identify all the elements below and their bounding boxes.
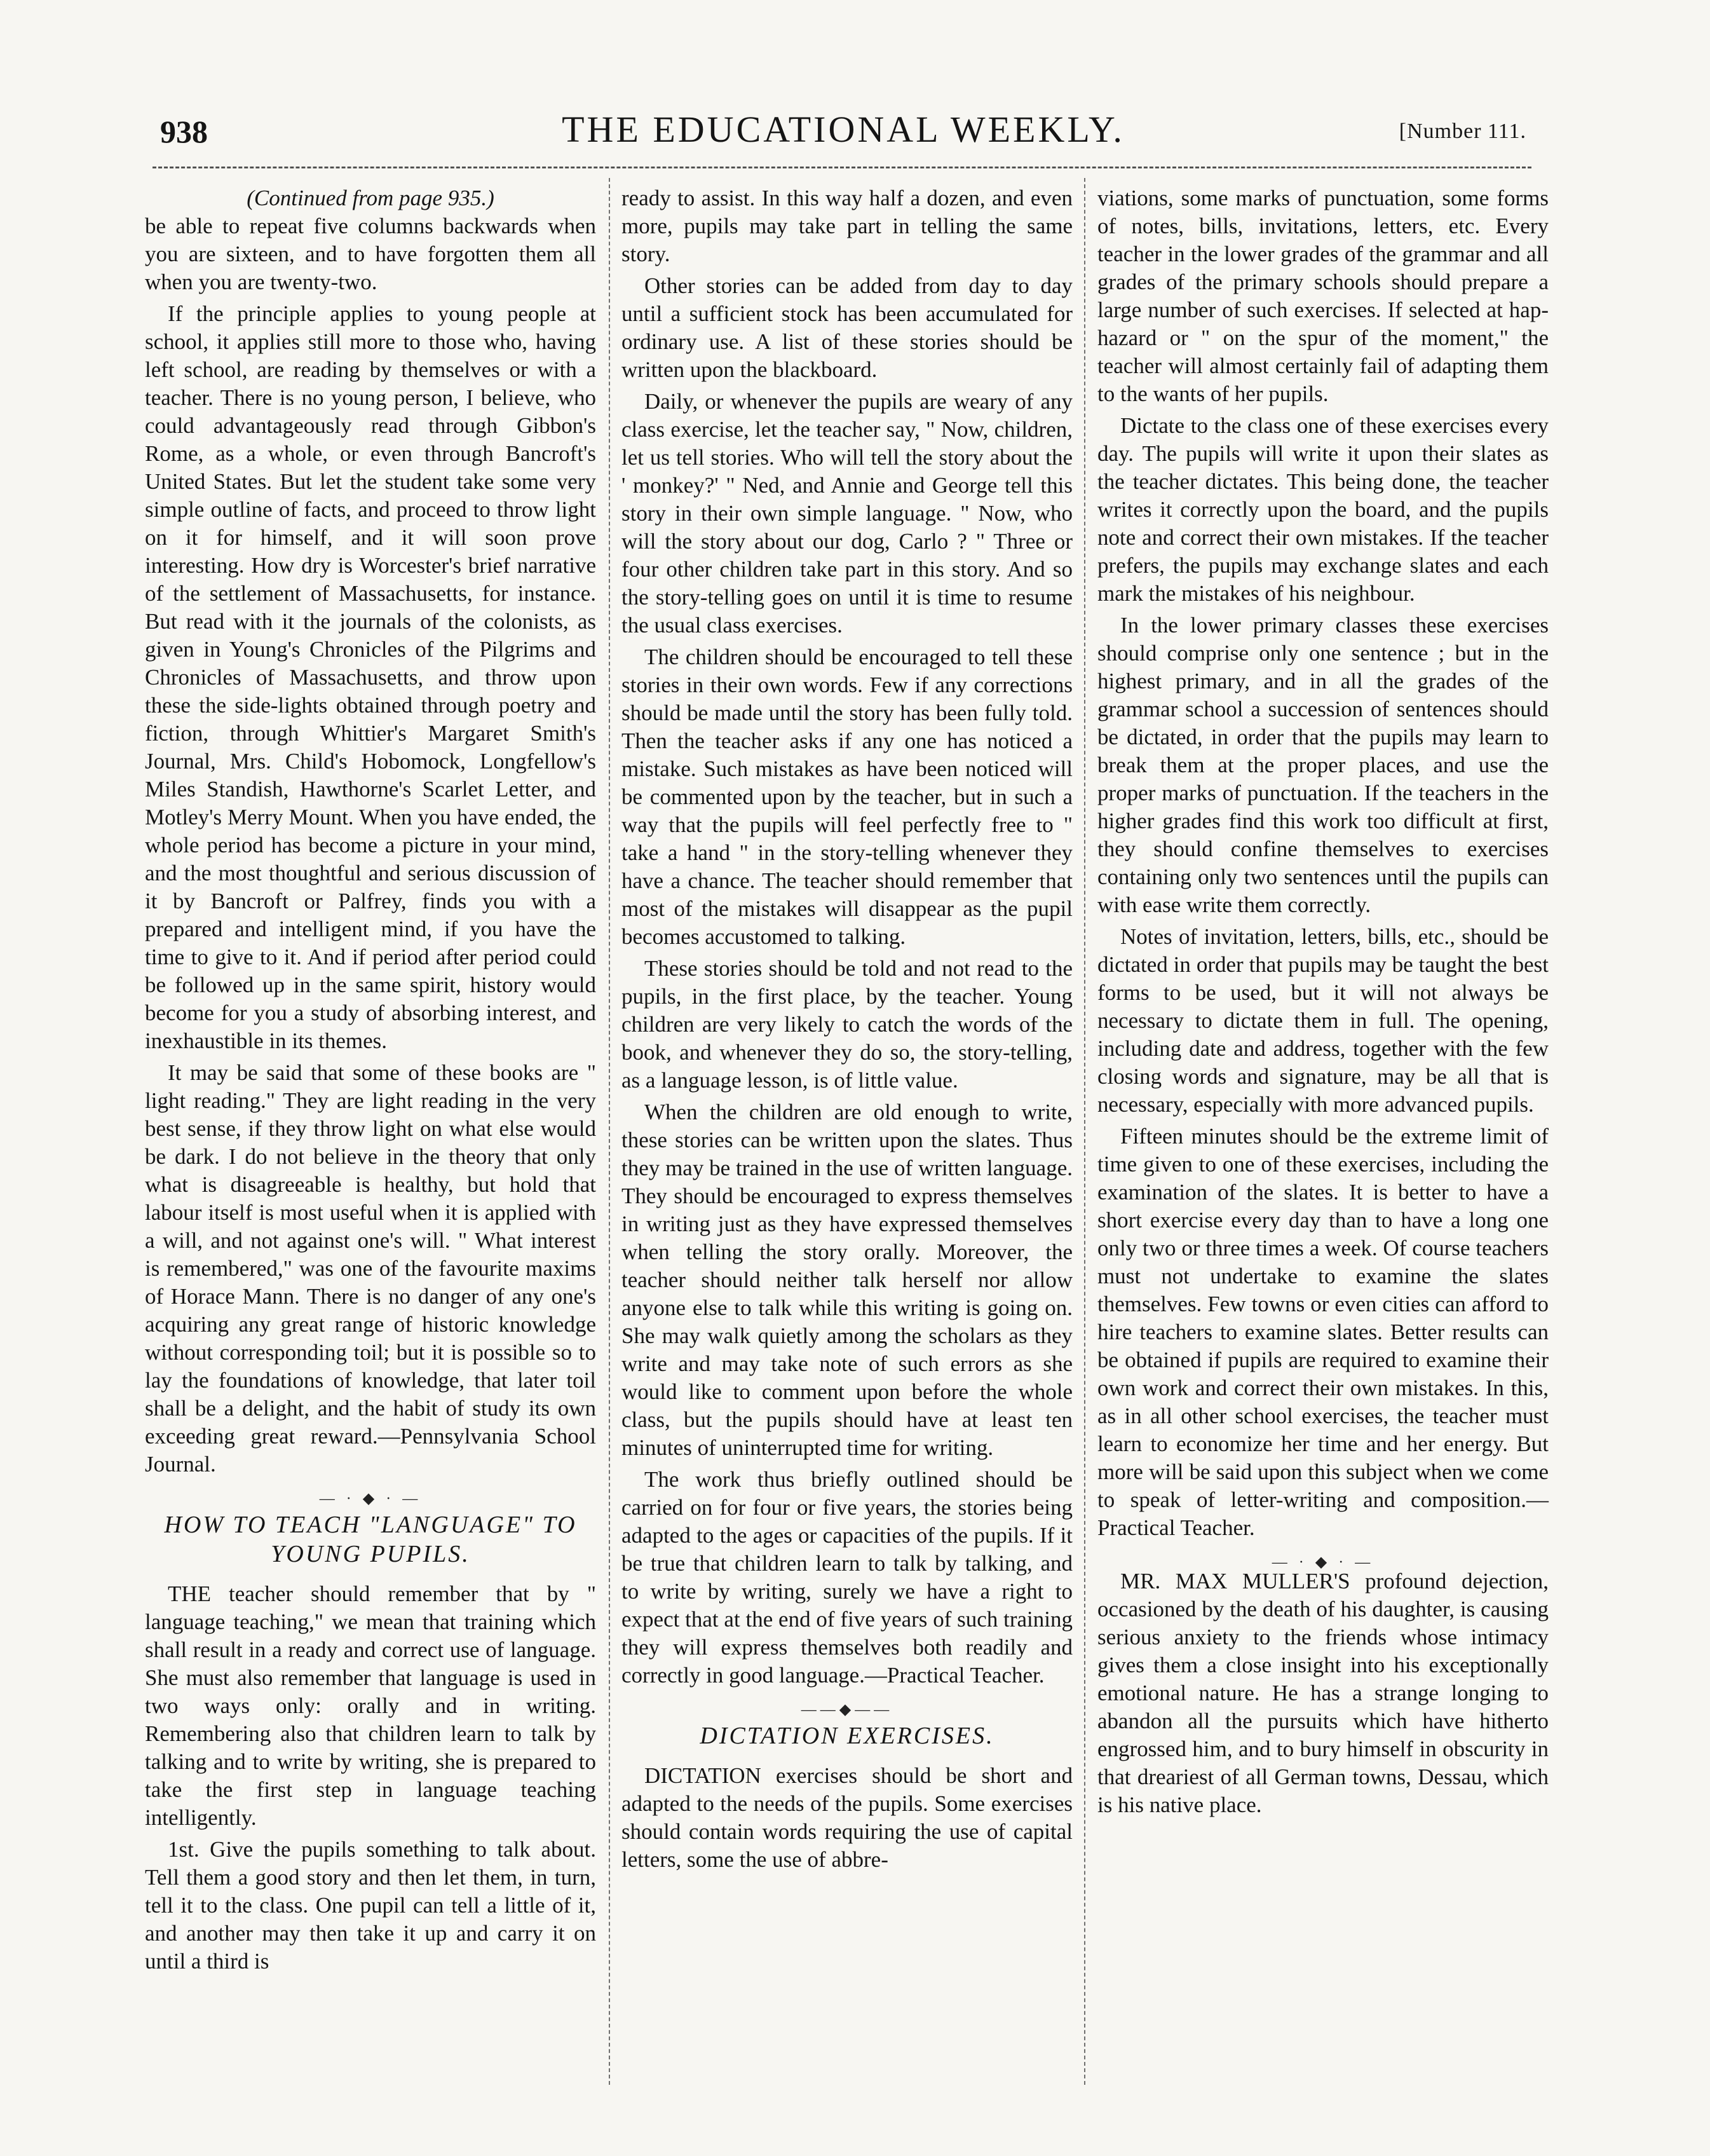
paragraph: Daily, or whenever the pupils are weary of any class exercise, let the teacher say, " Now, children, let us tell stories. Who will tell the story about the ' monkey?' " Ned, and Annie and George tell this story in their own simple language. " Now, who will the story about our dog, Carlo ? " Three or four other children take part in this story. And so the story-telling goes on until it is time to resume the usual class exercises.: [621, 389, 1073, 638]
header-rule: [153, 167, 1531, 168]
article-heading: HOW TO TEACH "LANGUAGE" TO YOUNG PUPILS.: [164, 1511, 577, 1567]
paragraph: If the principle applies to young people at school, it applies still more to those who, having left school, are reading by themselves or with a teacher. There is no young person, I believe, who could advantageously read through Gibbon's Rome, as a whole, or even through Bancroft's United States. But let the student take some very simple outline of facts, and proceed to throw light on it for himself, and it will soon prove interesting. How dry is Worcester's brief narrative of the settlement of Massachusetts, for instance. But read with it the journals of the colonists, as given in Young's Chronicles of the Pilgrims and Chronicles of Massachusetts, and throw upon these the side-lights obtained through poetry and fiction, through Whittier's Margaret Smith's Journal, Mrs. Child's Hobomock, Longfellow's Miles Standish, Hawthorne's Scarlet Letter, and Motley's Merry Mount. When you have ended, the whole period has become a picture in your mind, and the most thoughtful and serious discussion of it by Bancroft or Palfrey, finds you with a prepared and intelligent mind, if you have the time to give to it. And if period after period could be followed up in the same spirit, history would become for you a study of absorbing interest, and inexhaustible in its themes.: [145, 301, 596, 1053]
paragraph: THE teacher should remember that by " language teaching," we mean that training which shall result in a ready and correct use of language. She must also remember that language is used in two ways only: orally and in writing. Remembering also that children learn to talk by talking and to write by writing, she is prepared to take the first step in language teaching intelligently.: [145, 1581, 596, 1830]
paragraph: These stories should be told and not read to the pupils, in the first place, by the teacher. Young children are very likely to catch the words of the book, and whenever they do so, the story-telling, as a language lesson, is of little value.: [621, 956, 1073, 1093]
paragraph: It may be said that some of these books are " light reading." They are light reading in the very best sense, if they throw light on what else would be dark. I do not believe in the theory that only what is disagreeable is healthy, but hold that labour itself is most useful when it is applied with a will, and not against one's will. " What interest is remembered," was one of the favourite maxims of Horace Mann. There is no danger of any one's acquiring any great range of historic knowledge without corresponding toil; but it is possible so to lay the foundations of knowledge, that later toil shall be a delight, and the habit of study its own exceeding great reward.—Pennsylvania School Journal.: [145, 1060, 596, 1477]
section-ornament: ——◆——: [801, 1702, 893, 1718]
section-ornament: — · ◆ · —: [1272, 1554, 1374, 1571]
paragraph: Notes of invitation, letters, bills, etc., should be dictated in order that pupils may be taught the best forms to be used, but it will not always be necessary to dictate them in full. The opening, including date and address, together with the few closing words and signature, may be all that is necessary, especially with more advanced pupils.: [1097, 924, 1549, 1117]
paragraph: Other stories can be added from day to day until a sufficient stock has been accumulated for ordinary use. A list of these stories should be written upon the blackboard.: [621, 273, 1073, 382]
column-3: [1097, 184, 1549, 1823]
paragraph: be able to repeat five columns backwards when you are sixteen, and to have forgotten them all when you are twenty-two.: [145, 214, 596, 294]
paragraph: DICTATION exercises should be short and adapted to the needs of the pupils. Some exercises should contain words requiring the use of capital letters, some the use of abbre-: [621, 1763, 1073, 1872]
publication-title: THE EDUCATIONAL WEEKLY.: [562, 109, 1125, 150]
section-ornament: — · ◆ · —: [319, 1491, 422, 1507]
column-divider: [609, 178, 610, 2085]
column-1: [145, 184, 596, 1979]
page-number: 938: [160, 114, 208, 149]
paragraph: Dictate to the class one of these exercises every day. The pupils will write it upon their slates as the teacher dictates. This being done, the teacher writes it correctly upon the board, and the pupils note and correct their own mistakes. If the teacher prefers, the pupils may exchange slates and each mark the mistakes of his neighbour.: [1097, 413, 1549, 606]
issue-number: [Number 111.: [1399, 119, 1526, 143]
column-2: [621, 184, 1073, 1878]
continued-note: (Continued from page 935.): [247, 186, 494, 210]
paragraph: MR. MAX MULLER'S profound dejection, occasioned by the death of his daughter, is causing serious anxiety to the friends whose intimacy gives them a close insight into his exceptionally emotional nature. He has a strange longing to abandon all the pursuits which have hitherto engrossed him, and to bury himself in obscurity in that dreariest of all German towns, Dessau, which is his native place.: [1097, 1569, 1549, 1817]
paragraph: viations, some marks of punctuation, some forms of notes, bills, invitations, letters, etc. Every teacher in the lower grades of the grammar and all grades of the primary schools should prepare a large number of such exercises. If selected at hap-hazard or " on the spur of the moment," the teacher will almost certainly fail of adapting them to the wants of her pupils.: [1097, 186, 1549, 406]
paragraph: The children should be encouraged to tell these stories in their own words. Few if any corrections should be made until the story has been fully told. Then the teacher asks if any one has noticed a mistake. Such mistakes as have been noticed will be commented upon by the teacher, but in such a way that the pupils will feel perfectly free to " take a hand " in the story-telling whenever they have a chance. The teacher should remember that most of the mistakes will disappear as the pupil becomes accustomed to talking.: [621, 645, 1073, 949]
article-heading: DICTATION EXERCISES.: [700, 1723, 994, 1749]
paragraph: The work thus briefly outlined should be carried on for four or five years, the stories being adapted to the ages or capacities of the pupils. If it be true that children learn to talk by talking, and to write by writing, surely we have a right to expect that at the end of five years of such training they will express themselves both readily and correctly in good language.—Practical Teacher.: [621, 1467, 1073, 1688]
paragraph: When the children are old enough to write, these stories can be written upon the slates. Thus they may be trained in the use of written language. They should be encouraged to express themselves in writing just as they have expressed themselves when telling the story orally. Moreover, the teacher should neither talk herself nor allow anyone else to talk while this writing is going on. She may walk quietly among the scholars as they write and may take note of such errors as she would like to comment upon before the whole class, but the pupils should have at least ten minutes of uninterrupted time for writing.: [621, 1100, 1073, 1460]
page-header: [160, 108, 1526, 165]
paragraph: ready to assist. In this way half a dozen, and even more, pupils may take part in telling the same story.: [621, 186, 1073, 266]
paragraph: 1st. Give the pupils something to talk about. Tell them a good story and then let them, in turn, tell it to the class. One pupil can tell a little of it, and another may then take it up and carry it on until a third is: [145, 1837, 596, 1974]
paragraph: In the lower primary classes these exercises should comprise only one sentence ; but in the highest primary, and in all the grades of the grammar school a succession of sentences should be dictated, in order that the pupils may learn to break them at the proper places, and use the proper marks of punctuation. If the teachers in the higher grades find this work too difficult at first, they should confine themselves to exercises containing only two sentences until the pupils can with ease write them correctly.: [1097, 613, 1549, 917]
paragraph: Fifteen minutes should be the extreme limit of time given to one of these exercises, including the examination of the slates. It is better to have a short exercise every day than to have a long one only two or three times a week. Of course teachers must not undertake to examine the slates themselves. Few towns or even cities can afford to hire teachers to examine slates. Better results can be obtained if pupils are required to examine their own work and correct their own mistakes. In this, as in all other school exercises, the teacher must learn to economize her time and her energy. But more will be said upon this subject when we come to speak of letter-writing and composition.—Practical Teacher.: [1097, 1124, 1549, 1540]
column-divider: [1084, 178, 1085, 2085]
